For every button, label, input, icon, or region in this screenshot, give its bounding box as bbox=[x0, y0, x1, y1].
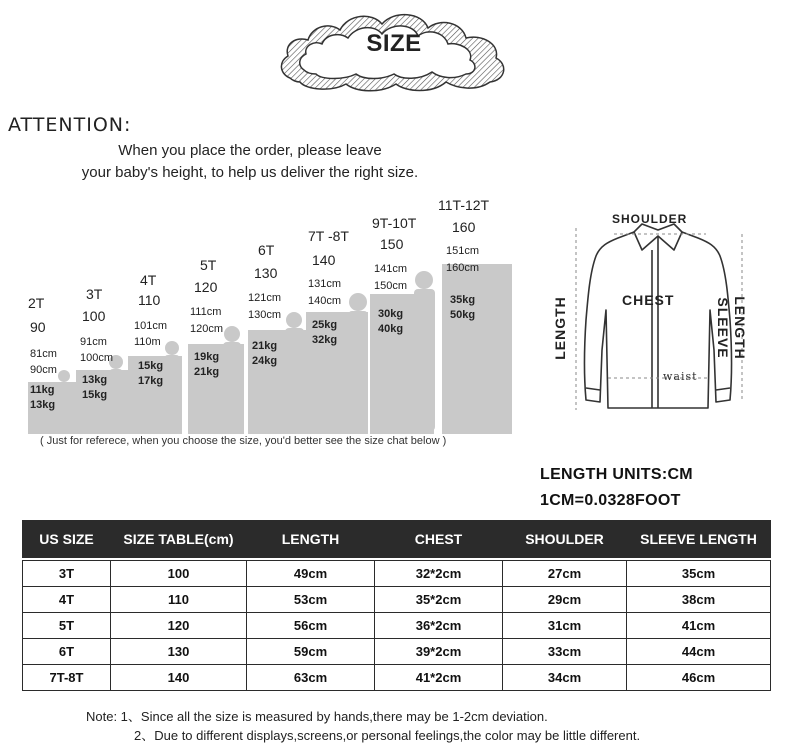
table-cell: 59cm bbox=[247, 639, 375, 665]
table-cell: 27cm bbox=[503, 561, 627, 587]
kid-cm-min: 121cm bbox=[248, 292, 282, 304]
kid-height-label: 130 bbox=[254, 265, 278, 281]
table-cell: 44cm bbox=[627, 639, 771, 665]
table-row bbox=[23, 665, 771, 691]
kid-kg-max: 50kg bbox=[450, 309, 476, 321]
kid-kg-max: 24kg bbox=[252, 355, 278, 367]
kid-silhouette-6t bbox=[285, 312, 304, 430]
kid-kg-max: 13kg bbox=[30, 399, 56, 411]
kid-kg-min: 35kg bbox=[450, 294, 476, 306]
kid-size-label: 6T bbox=[258, 242, 275, 258]
table-cell: 6T bbox=[23, 639, 111, 665]
kid-kg-min: 30kg bbox=[378, 308, 404, 320]
kid-kg-min: 25kg bbox=[312, 319, 338, 331]
kid-kg-min: 15kg bbox=[138, 360, 164, 372]
table-cell: 46cm bbox=[627, 665, 771, 691]
chest-label: CHEST bbox=[622, 292, 675, 308]
table-cell: 4T bbox=[23, 587, 111, 613]
kid-height-label: 110 bbox=[138, 292, 161, 308]
kid-size-label: 2T bbox=[28, 295, 45, 311]
table-cell: 38cm bbox=[627, 587, 771, 613]
kid-bar-11t bbox=[442, 264, 512, 434]
table-row bbox=[23, 587, 771, 613]
column-header: SIZE TABLE(cm) bbox=[111, 521, 247, 558]
kid-height-label: 90 bbox=[30, 319, 46, 335]
kid-cm-min: 151cm bbox=[446, 245, 480, 257]
table-header-row bbox=[23, 521, 771, 558]
unit-conversion: 1CM=0.0328FOOT bbox=[540, 492, 681, 509]
kid-height-label: 100 bbox=[82, 308, 106, 324]
kid-silhouette-3t bbox=[109, 355, 123, 429]
table-cell: 41cm bbox=[627, 613, 771, 639]
column-header: LENGTH bbox=[247, 521, 375, 558]
table-cell: 7T-8T bbox=[23, 665, 111, 691]
sleeve-length-label-1: SLEEVE bbox=[715, 297, 731, 359]
kid-size-label: 11T-12T bbox=[438, 197, 490, 213]
table-cell: 35cm bbox=[627, 561, 771, 587]
attention-text-line-1: When you place the order, please leave bbox=[118, 142, 382, 159]
kid-kg-min: 21kg bbox=[252, 340, 278, 352]
table-cell: 34cm bbox=[503, 665, 627, 691]
table-cell: 53cm bbox=[247, 587, 375, 613]
kid-cm-max: 160cm bbox=[446, 262, 480, 274]
kid-cm-max: 100cm bbox=[80, 352, 114, 364]
table-cell: 120 bbox=[111, 613, 247, 639]
kid-height-label: 160 bbox=[452, 219, 476, 235]
kid-cm-min: 91cm bbox=[80, 336, 107, 348]
table-cell: 3T bbox=[23, 561, 111, 587]
kid-height-label: 140 bbox=[312, 252, 336, 268]
column-header: SHOULDER bbox=[503, 521, 627, 558]
note-line-1: Note: 1、Since all the size is measured by hands,there may be 1-2cm deviation. bbox=[86, 709, 548, 724]
column-header: SLEEVE LENGTH bbox=[627, 521, 771, 558]
table-row bbox=[23, 561, 771, 587]
column-header: US SIZE bbox=[23, 521, 111, 558]
waist-label: waist bbox=[663, 370, 698, 383]
kid-kg-max: 32kg bbox=[312, 334, 338, 346]
kid-height-label: 120 bbox=[194, 279, 218, 295]
table-cell: 63cm bbox=[247, 665, 375, 691]
kid-size-label: 3T bbox=[86, 286, 103, 302]
note-line-2: 2、Due to different displays,screens,or personal feelings,the color may be little different. bbox=[134, 728, 641, 743]
table-cell: 35*2cm bbox=[375, 587, 503, 613]
kid-cm-min: 131cm bbox=[308, 278, 342, 290]
table-cell: 39*2cm bbox=[375, 639, 503, 665]
page-title: SIZE bbox=[366, 30, 422, 57]
kid-kg-max: 17kg bbox=[138, 375, 164, 387]
table-cell: 36*2cm bbox=[375, 613, 503, 639]
kid-cm-max: 130cm bbox=[248, 309, 282, 321]
kid-size-label: 7T -8T bbox=[308, 228, 349, 244]
kid-height-label: 150 bbox=[380, 236, 404, 252]
table-cell: 140 bbox=[111, 665, 247, 691]
kid-kg-min: 13kg bbox=[82, 374, 108, 386]
table-cell: 31cm bbox=[503, 613, 627, 639]
kid-size-label: 5T bbox=[200, 257, 217, 273]
length-label: LENGTH bbox=[552, 296, 568, 360]
table-cell: 33cm bbox=[503, 639, 627, 665]
attention-text-line-2: your baby's height, to help us deliver the right size. bbox=[81, 164, 419, 181]
table-row bbox=[23, 613, 771, 639]
kid-silhouette-5t bbox=[223, 326, 241, 430]
kid-cm-max: 140cm bbox=[308, 295, 342, 307]
kid-cm-min: 141cm bbox=[374, 263, 408, 275]
table-cell: 41*2cm bbox=[375, 665, 503, 691]
table-cell: 110 bbox=[111, 587, 247, 613]
kid-kg-max: 15kg bbox=[82, 389, 108, 401]
kid-cm-min: 81cm bbox=[30, 348, 57, 360]
kid-silhouette-2t bbox=[58, 370, 70, 426]
kid-kg-max: 40kg bbox=[378, 323, 404, 335]
kid-cm-min: 111cm bbox=[190, 306, 222, 318]
shoulder-label: SHOULDER bbox=[612, 212, 688, 226]
sleeve-length-label-2: LENGTH bbox=[732, 296, 748, 360]
kid-cm-max: 120cm bbox=[190, 323, 224, 335]
table-cell: 29cm bbox=[503, 587, 627, 613]
size-table bbox=[22, 520, 771, 691]
table-cell: 130 bbox=[111, 639, 247, 665]
table-cell: 49cm bbox=[247, 561, 375, 587]
table-cell: 56cm bbox=[247, 613, 375, 639]
kid-kg-min: 19kg bbox=[194, 351, 220, 363]
column-header: CHEST bbox=[375, 521, 503, 558]
kid-cm-max: 150cm bbox=[374, 280, 408, 292]
kid-kg-max: 21kg bbox=[194, 366, 220, 378]
kid-silhouette-7t bbox=[348, 293, 368, 431]
length-units: LENGTH UNITS:CM bbox=[540, 466, 693, 483]
kid-cm-min: 101cm bbox=[134, 320, 168, 332]
table-cell: 100 bbox=[111, 561, 247, 587]
table-cell: 5T bbox=[23, 613, 111, 639]
table-row bbox=[23, 639, 771, 665]
kid-silhouette-4t bbox=[164, 341, 180, 429]
kid-cm-max: 90cm bbox=[30, 364, 57, 376]
attention-heading: ATTENTION: bbox=[8, 114, 132, 136]
kid-size-label: 4T bbox=[140, 272, 157, 288]
kid-silhouette-9t bbox=[414, 271, 435, 431]
kids-reference-caption: ( Just for referece, when you choose the size, you'd better see the size chat below ) bbox=[40, 435, 447, 447]
table-cell: 32*2cm bbox=[375, 561, 503, 587]
kid-size-label: 9T-10T bbox=[372, 215, 417, 231]
kid-cm-max: 110m bbox=[134, 336, 161, 348]
kid-kg-min: 11kg bbox=[30, 384, 55, 396]
